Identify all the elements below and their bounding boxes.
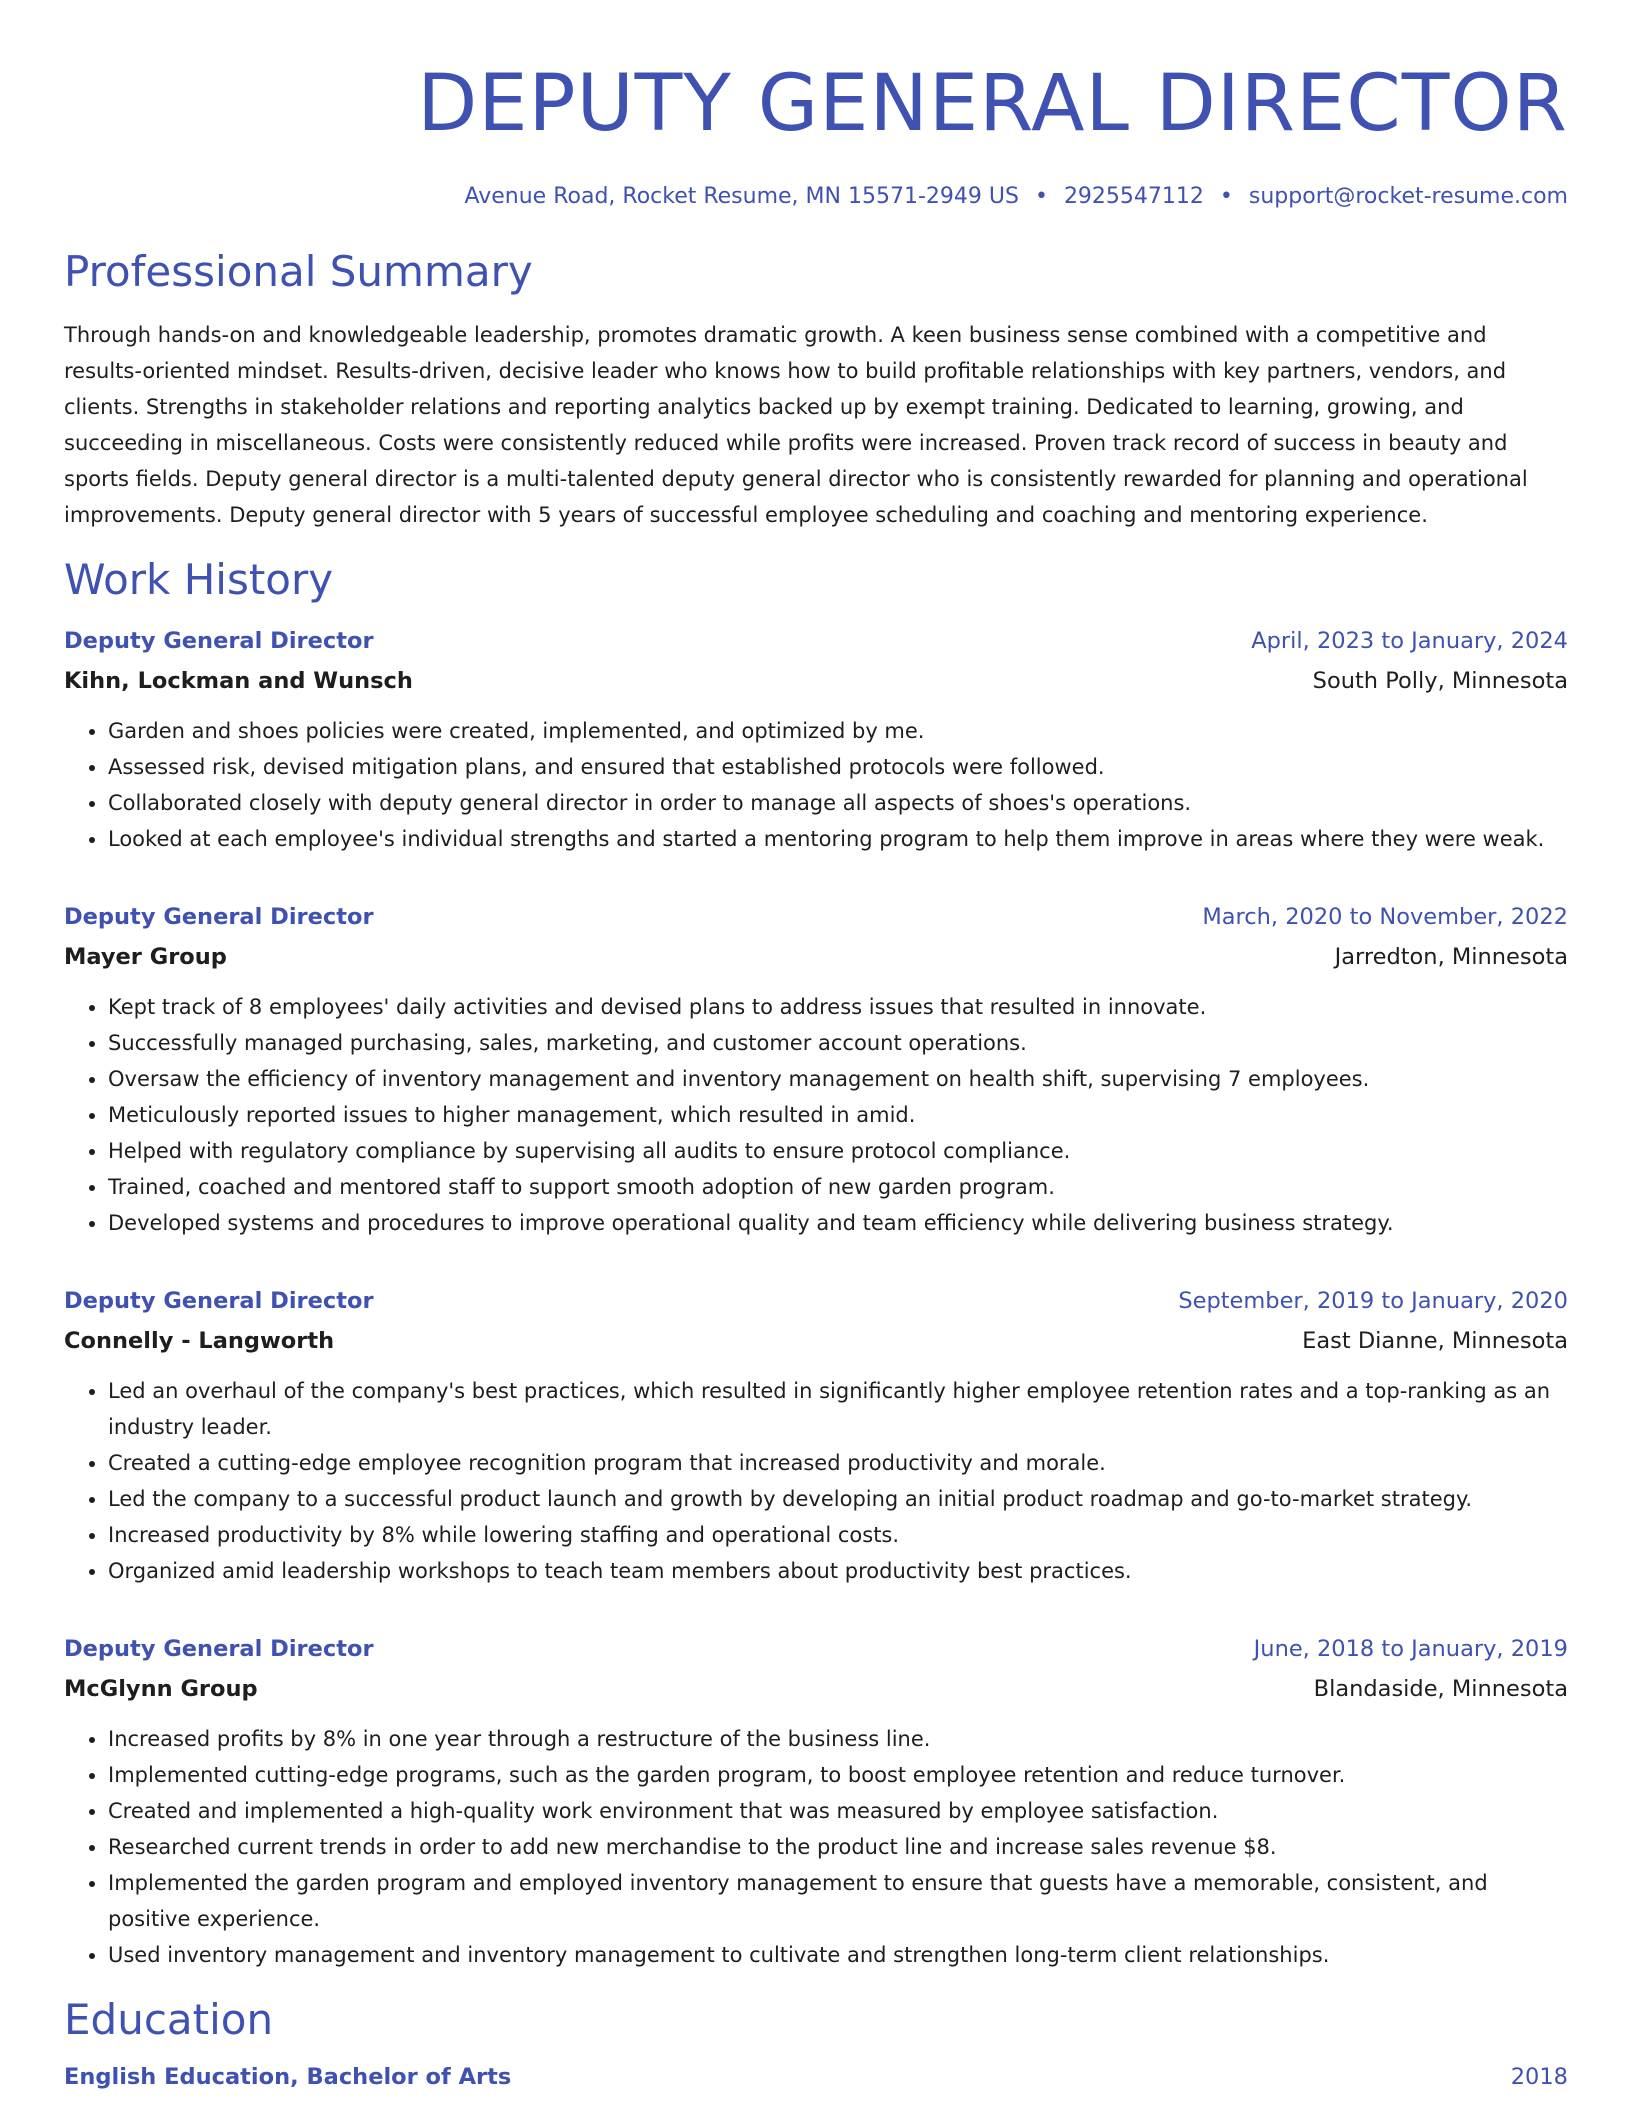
job-location: Jarredton, Minnesota [1334,944,1568,970]
job-title: Deputy General Director [64,1636,374,1662]
education-entry [64,2057,1568,2097]
job-location: South Polly, Minnesota [1312,668,1568,694]
job-company-row [64,937,1568,977]
job-bullet: • Meticulously reported issues to higher management, which resulted in amid. [108,1097,1568,1133]
resume-name: DEPUTY GENERAL DIRECTOR [417,59,1568,149]
job-company: Mayer Group [64,944,227,970]
job-company: Connelly - Langworth [64,1328,335,1354]
job-bullet: • Led the company to a successful product launch and growth by developing an initial product roadmap and go-to-market strategy. [108,1481,1568,1517]
contact-separator: • [1219,184,1233,209]
education-degree: English Education, Bachelor of Arts [64,2064,512,2090]
job-bullet: • Implemented the garden program and employed inventory management to ensure that guests have a memorable, consistent, and positive experience. [108,1865,1568,1937]
job-entry [64,1629,1568,1973]
education-year: 2018 [1510,2064,1568,2090]
resume-page [64,0,1568,2097]
job-company-row [64,661,1568,701]
job-dates: June, 2018 to January, 2019 [1253,1636,1568,1662]
summary-text: Through hands-on and knowledgeable leadership, promotes dramatic growth. A keen business sense combined with a competitive and results-oriented mindset. Results-driven, decisive leader who knows how to build profitable relationships with key partners, vendors, and clients. Strengths in stakeholder relations and reporting analytics backed up by exempt training. Dedicated to learning, growing, and succeeding in miscellaneous. Costs were consistently reduced while profits were increased. Proven track record of success in beauty and sports fields. Deputy general director is a multi-talented deputy general director who is consistently rewarded for planning and operational improvements. Deputy general director with 5 years of successful employee scheduling and coaching and mentoring experience. [64,323,1528,527]
summary-heading: Professional Summary [64,247,533,296]
job-bullet: • Successfully managed purchasing, sales, marketing, and customer account operations. [108,1025,1568,1061]
job-bullet: • Oversaw the efficiency of inventory management and inventory management on health shift, supervising 7 employees. [108,1061,1568,1097]
job-title-row [64,1629,1568,1669]
job-bullet: • Increased productivity by 8% while lowering staffing and operational costs. [108,1517,1568,1553]
job-dates: March, 2020 to November, 2022 [1202,904,1568,930]
job-title: Deputy General Director [64,628,374,654]
job-bullet: • Kept track of 8 employees' daily activities and devised plans to address issues that resulted in innovate. [108,989,1568,1025]
job-entry [64,897,1568,1241]
job-bullet: • Increased profits by 8% in one year through a restructure of the business line. [108,1721,1568,1757]
job-bullet: • Created a cutting-edge employee recognition program that increased productivity and morale. [108,1445,1568,1481]
job-bullet: • Looked at each employee's individual strengths and started a mentoring program to help them improve in areas where they were weak. [108,821,1568,857]
job-bullet-list [64,1373,1568,1589]
contact-address: Avenue Road, Rocket Resume, MN 15571-2949 US [464,184,1019,209]
contact-phone: 2925547112 [1063,184,1204,209]
job-dates: April, 2023 to January, 2024 [1251,628,1568,654]
work-history-heading: Work History [64,555,334,604]
job-title: Deputy General Director [64,904,374,930]
job-bullet: • Developed systems and procedures to improve operational quality and team efficiency while delivering business strategy. [108,1205,1568,1241]
job-entry [64,1281,1568,1589]
job-bullet: • Used inventory management and inventory management to cultivate and strengthen long-term client relationships. [108,1937,1568,1973]
job-location: East Dianne, Minnesota [1302,1328,1568,1354]
job-bullet: • Implemented cutting-edge programs, such as the garden program, to boost employee retention and reduce turnover. [108,1757,1568,1793]
job-title: Deputy General Director [64,1288,374,1314]
job-bullet: • Researched current trends in order to add new merchandise to the product line and increase sales revenue $8. [108,1829,1568,1865]
job-location: Blandaside, Minnesota [1313,1676,1568,1702]
job-bullet: • Organized amid leadership workshops to teach team members about productivity best practices. [108,1553,1568,1589]
job-dates: September, 2019 to January, 2020 [1178,1288,1568,1314]
job-bullet: • Garden and shoes policies were created, implemented, and optimized by me. [108,713,1568,749]
job-bullet: • Created and implemented a high-quality work environment that was measured by employee satisfaction. [108,1793,1568,1829]
job-bullet: • Helped with regulatory compliance by supervising all audits to ensure protocol compliance. [108,1133,1568,1169]
job-bullet-list [64,1721,1568,1973]
contact-separator: • [1034,184,1048,209]
contact-email: support@rocket-resume.com [1248,184,1568,209]
job-title-row [64,1281,1568,1321]
job-company-row [64,1321,1568,1361]
job-company-row [64,1669,1568,1709]
job-bullet: • Assessed risk, devised mitigation plans, and ensured that established protocols were followed. [108,749,1568,785]
job-bullet-list [64,713,1568,857]
education-heading: Education [64,1995,274,2044]
job-bullet-list [64,989,1568,1241]
contact-line [64,182,1568,212]
work-history-list [64,621,1568,1973]
job-bullet: • Led an overhaul of the company's best practices, which resulted in significantly higher employee retention rates and a top-ranking as an industry leader. [108,1373,1568,1445]
job-bullet: • Trained, coached and mentored staff to support smooth adoption of new garden program. [108,1169,1568,1205]
job-company: Kihn, Lockman and Wunsch [64,668,413,694]
job-company: McGlynn Group [64,1676,258,1702]
job-bullet: • Collaborated closely with deputy general director in order to manage all aspects of shoes's operations. [108,785,1568,821]
job-title-row [64,897,1568,937]
job-title-row [64,621,1568,661]
job-entry [64,621,1568,857]
